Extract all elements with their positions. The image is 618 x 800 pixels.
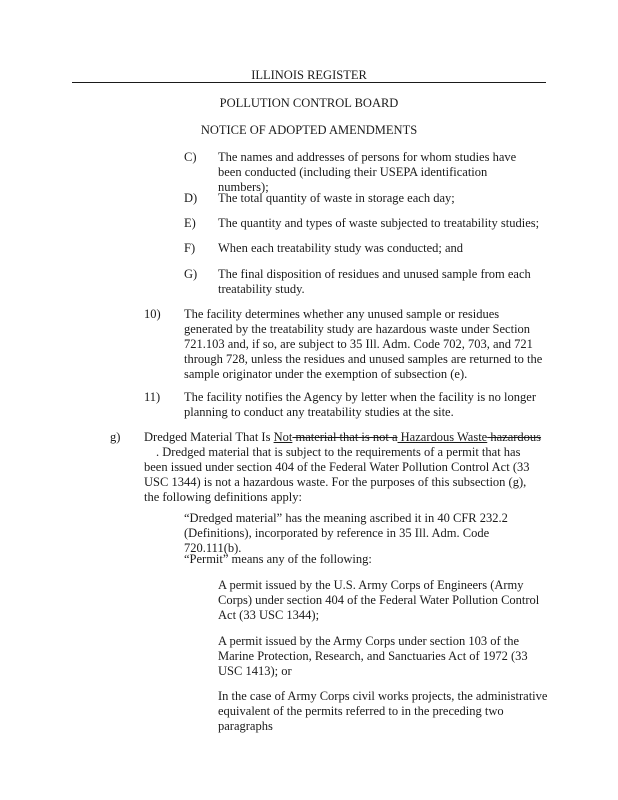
item-11-text: The facility notifies the Agency by letter when the facility is no longer planning to conduct any treatability studies at the site.: [184, 390, 536, 419]
section-g-body: . Dredged material that is subject to the requirements of a permit that has been issued under section 404 of the Federal Water Pollution Control Act (33 USC 1344) is not a hazardous waste. For the purposes of this subsection (g), the following definitions apply:: [144, 445, 530, 504]
notice-title: NOTICE OF ADOPTED AMENDMENTS: [200, 123, 418, 137]
section-g-title-end: hazardous: [487, 430, 542, 444]
item-d-text: The total quantity of waste in storage each day;: [218, 191, 455, 205]
item-11-label: 11): [144, 390, 161, 404]
section-g-heading: [144, 430, 550, 445]
item-d-label: D): [184, 191, 198, 205]
definition-permit-intro: “Permit” means any of the following:: [184, 552, 372, 566]
definition-dredged-material: “Dredged material” has the meaning ascribed it in 40 CFR 232.2 (Definitions), incorporated by reference in 35 Ill. Adm. Code 720.111(b).: [184, 511, 508, 555]
section-g-not-inserted: Not: [273, 430, 293, 444]
item-c-label: C): [184, 150, 197, 164]
item-c-text: The names and addresses of persons for whom studies have been conducted (including their USEPA identification numbers);: [218, 150, 517, 194]
header-rule: [72, 82, 546, 83]
item-e-label: E): [184, 216, 196, 230]
permit-item-2: A permit issued by the Army Corps under section 103 of the Marine Protection, Research, and Sanctuaries Act of 1972 (33 USC 1413); or: [218, 634, 528, 678]
item-10-text: The facility determines whether any unused sample or residues generated by the treatability study are hazardous waste under Section 721.103 and, if so, are subject to 35 Ill. Adm. Code 702, 703, and 721 through 728, unless the residues and unused samples are returned to the sample originator under the exemption of subsection (e).: [184, 307, 543, 381]
item-f-label: F): [184, 241, 196, 255]
section-g-hazardous-inserted: Hazardous Waste: [397, 430, 488, 444]
section-g-label: g): [110, 430, 121, 444]
permit-item-3: In the case of Army Corps civil works projects, the administrative equivalent of the permits referred to in the preceding two paragraphs: [218, 689, 548, 733]
item-g-text: The final disposition of residues and unused sample from each treatability study.: [218, 267, 531, 296]
item-e-text: The quantity and types of waste subjected to treatability studies;: [218, 216, 540, 230]
board-title: POLLUTION CONTROL BOARD: [219, 96, 399, 110]
item-f-text: When each treatability study was conducted; and: [218, 241, 464, 255]
section-g-deleted-text: material that is not a: [292, 430, 398, 444]
register-title: ILLINOIS REGISTER: [251, 68, 367, 82]
item-g-label: G): [184, 267, 198, 281]
permit-item-1: A permit issued by the U.S. Army Corps of Engineers (Army Corps) under section 404 of the Federal Water Pollution Control Act (33 USC 1344);: [218, 578, 540, 622]
item-10-label: 10): [144, 307, 161, 321]
section-g-title-start: Dredged Material That Is: [144, 430, 274, 444]
